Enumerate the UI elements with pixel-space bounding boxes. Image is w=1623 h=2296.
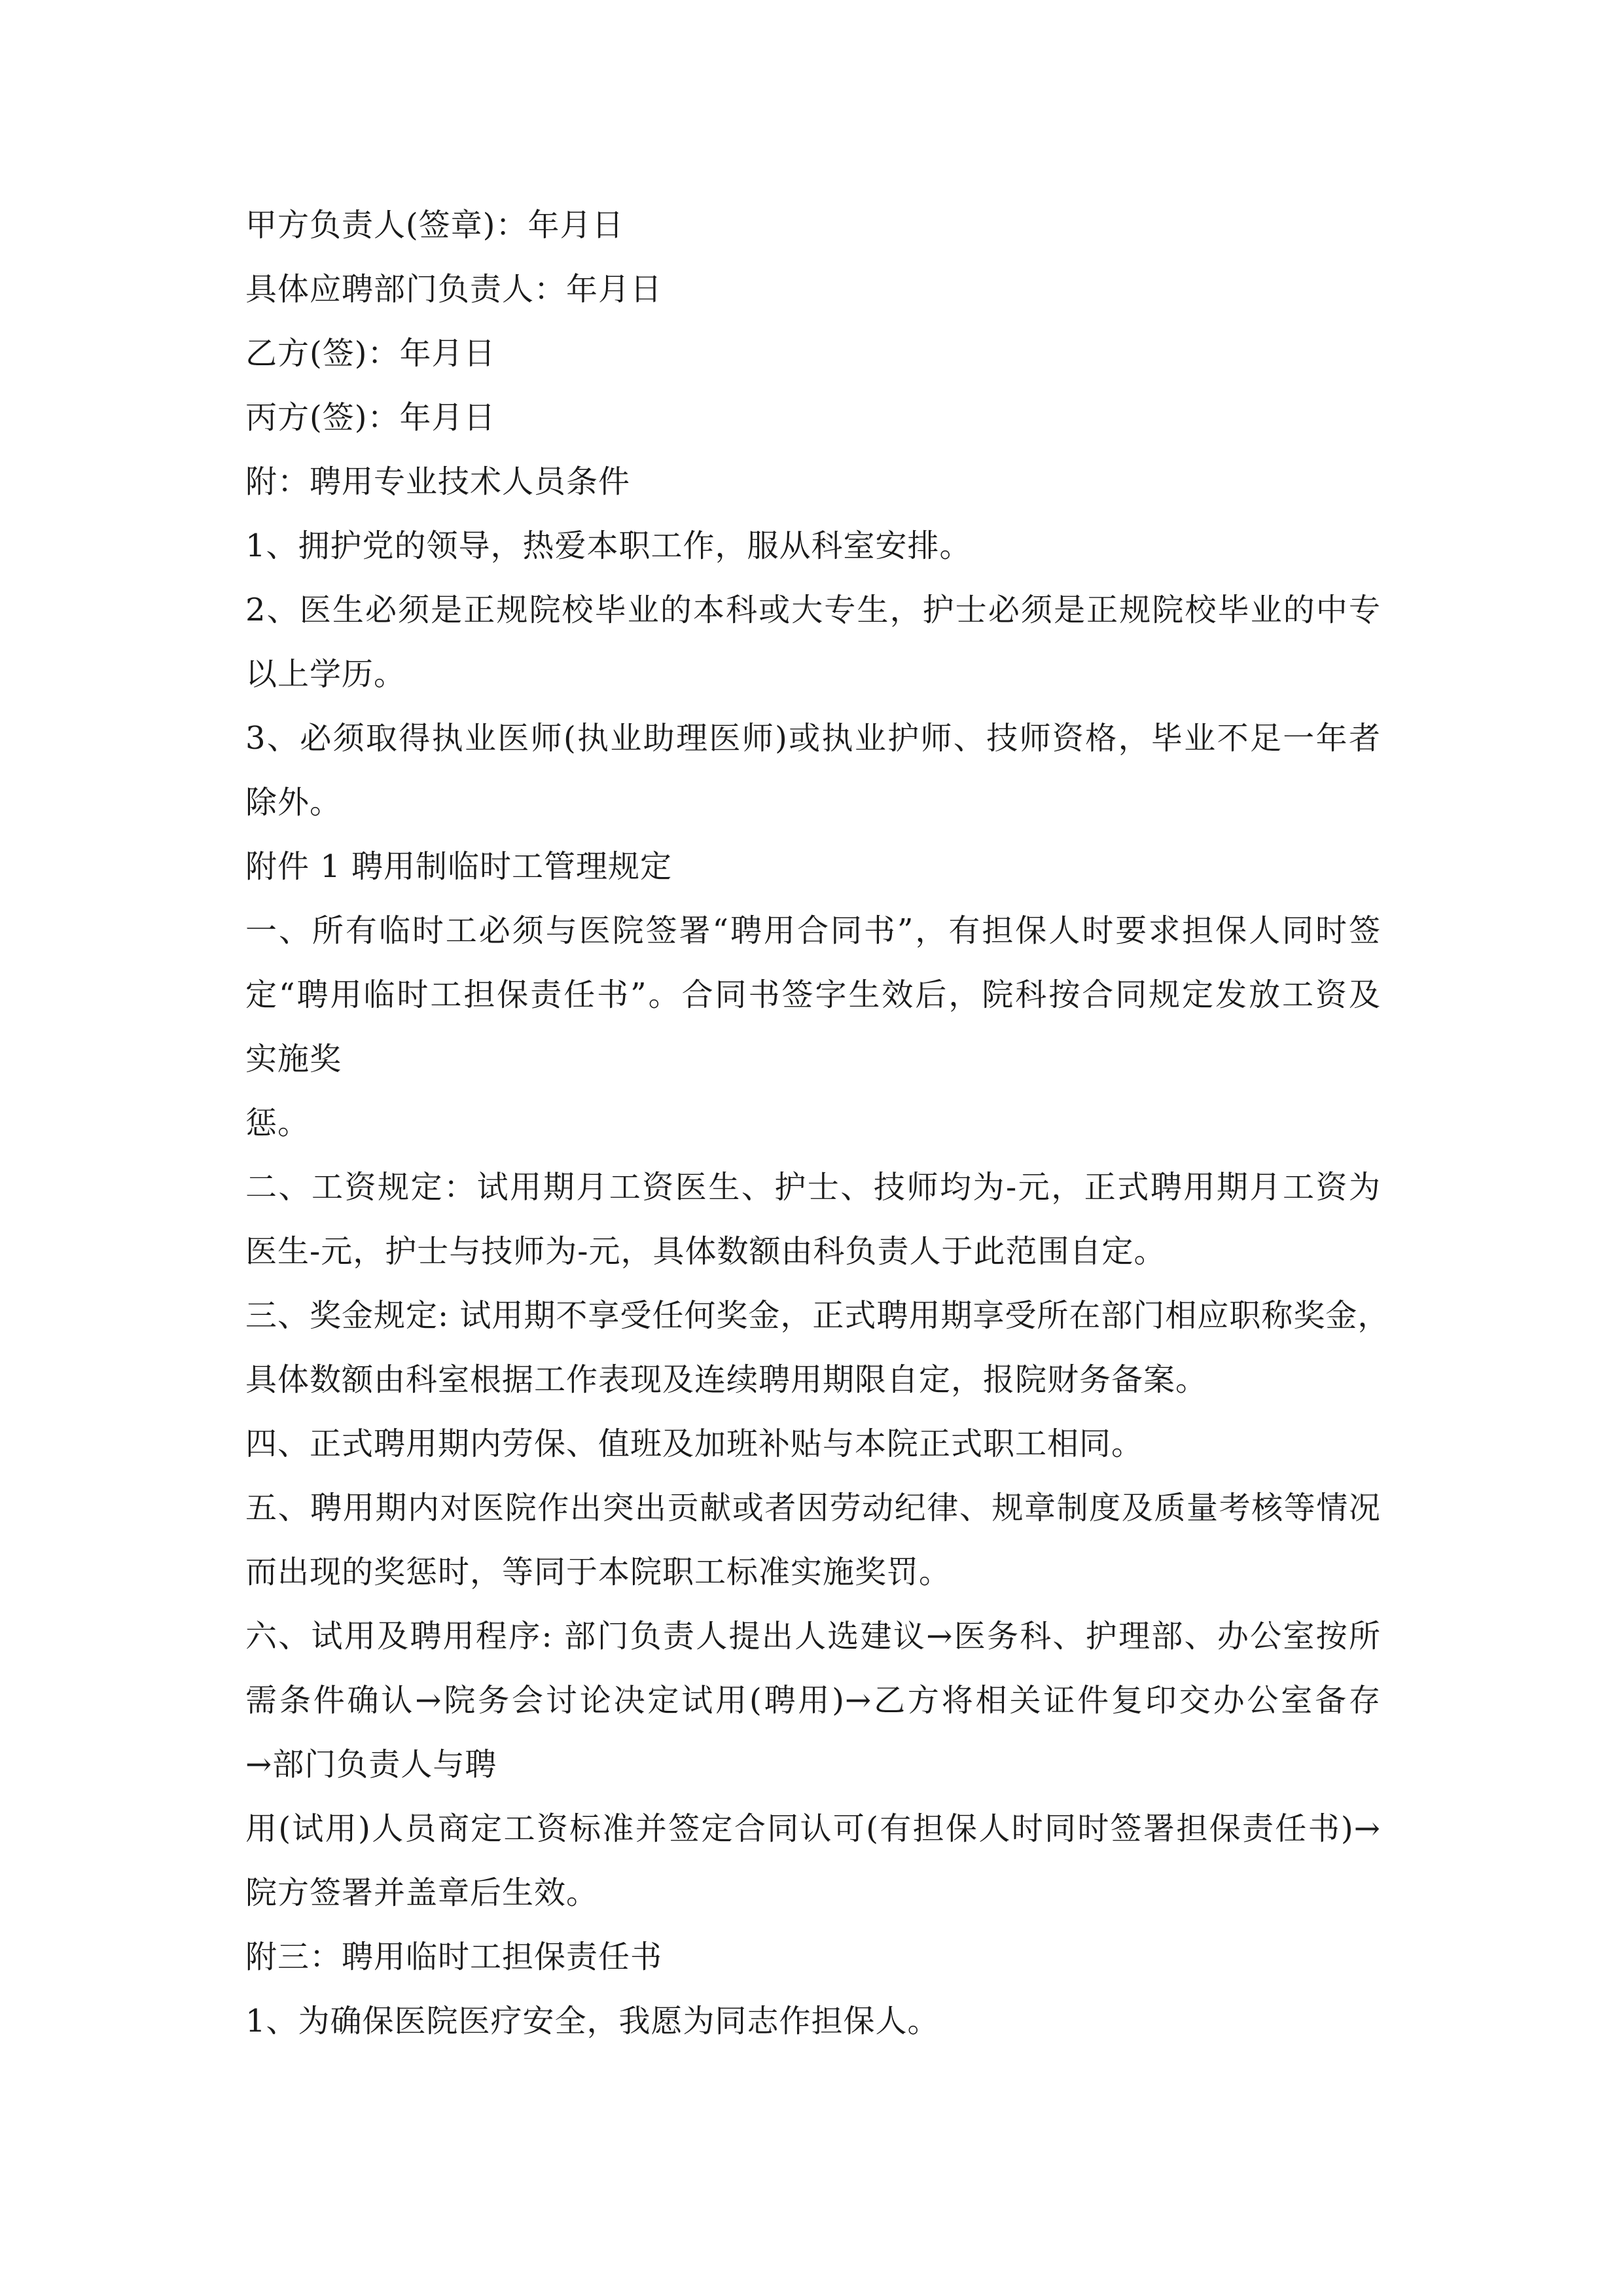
paragraph-line: 1、拥护党的领导，热爱本职工作，服从科室安排。 bbox=[245, 528, 972, 564]
signature-line-party-c: 丙方(签)：年月日 bbox=[245, 399, 496, 436]
paragraph-line: 二、工资规定：试用期月工资医生、护士、技师均为-元，正式聘用期月工资为 bbox=[245, 1169, 1381, 1206]
section-heading-attachment-1: 附件 1 聘用制临时工管理规定 bbox=[245, 848, 673, 885]
paragraph-line: 一、所有临时工必须与医院签署“聘用合同书”，有担保人时要求担保人同时签 bbox=[245, 912, 1381, 949]
paragraph-line: 定“聘用临时工担保责任书”。合同书签字生效后，院科按合同规定发放工资及 bbox=[245, 977, 1381, 1013]
paragraph-line: 五、聘用期内对医院作出突出贡献或者因劳动纪律、规章制度及质量考核等情况 bbox=[245, 1490, 1381, 1526]
paragraph-line: 1、为确保医院医疗安全，我愿为同志作担保人。 bbox=[245, 2003, 940, 2039]
paragraph-line: 三、奖金规定: 试用期不享受任何奖金，正式聘用期享受所在部门相应职称奖金， bbox=[245, 1297, 1390, 1334]
paragraph-line: →部门负责人与聘 bbox=[245, 1746, 497, 1783]
paragraph-line: 3、必须取得执业医师(执业助理医师)或执业护师、技师资格，毕业不足一年者 bbox=[245, 720, 1381, 757]
signature-line-department-head: 具体应聘部门负责人：年月日 bbox=[245, 271, 663, 308]
paragraph-line: 院方签署并盖章后生效。 bbox=[245, 1874, 599, 1911]
paragraph-line: 具体数额由科室根据工作表现及连续聘用期限自定，报院财务备案。 bbox=[245, 1361, 1208, 1398]
paragraph-line: 用(试用)人员商定工资标准并签定合同认可(有担保人时同时签署担保责任书)→ bbox=[245, 1810, 1381, 1847]
paragraph-line: 实施奖 bbox=[245, 1041, 342, 1077]
signature-line-party-a: 甲方负责人(签章)：年月日 bbox=[245, 207, 624, 243]
paragraph-line: 2、医生必须是正规院校毕业的本科或大专生，护士必须是正规院校毕业的中专 bbox=[245, 592, 1381, 628]
paragraph-line: 而出现的奖惩时，等同于本院职工标准实施奖罚。 bbox=[245, 1554, 952, 1590]
section-heading-appendix-conditions: 附：聘用专业技术人员条件 bbox=[245, 463, 631, 500]
paragraph-line: 四、正式聘用期内劳保、值班及加班补贴与本院正式职工相同。 bbox=[245, 1426, 1144, 1462]
paragraph-line: 医生-元，护士与技师为-元，具体数额由科负责人于此范围自定。 bbox=[245, 1233, 1166, 1270]
section-heading-appendix-three: 附三：聘用临时工担保责任书 bbox=[245, 1939, 663, 1975]
paragraph-line: 需条件确认→院务会讨论决定试用(聘用)→乙方将相关证件复印交办公室备存 bbox=[245, 1682, 1381, 1719]
signature-line-party-b: 乙方(签)：年月日 bbox=[245, 335, 496, 372]
paragraph-line: 除外。 bbox=[245, 784, 342, 821]
paragraph-line: 以上学历。 bbox=[245, 656, 406, 692]
paragraph-line: 惩。 bbox=[245, 1105, 310, 1141]
document-body bbox=[245, 193, 1390, 2053]
paragraph-line: 六、试用及聘用程序: 部门负责人提出人选建议→医务科、护理部、办公室按所 bbox=[245, 1618, 1381, 1655]
